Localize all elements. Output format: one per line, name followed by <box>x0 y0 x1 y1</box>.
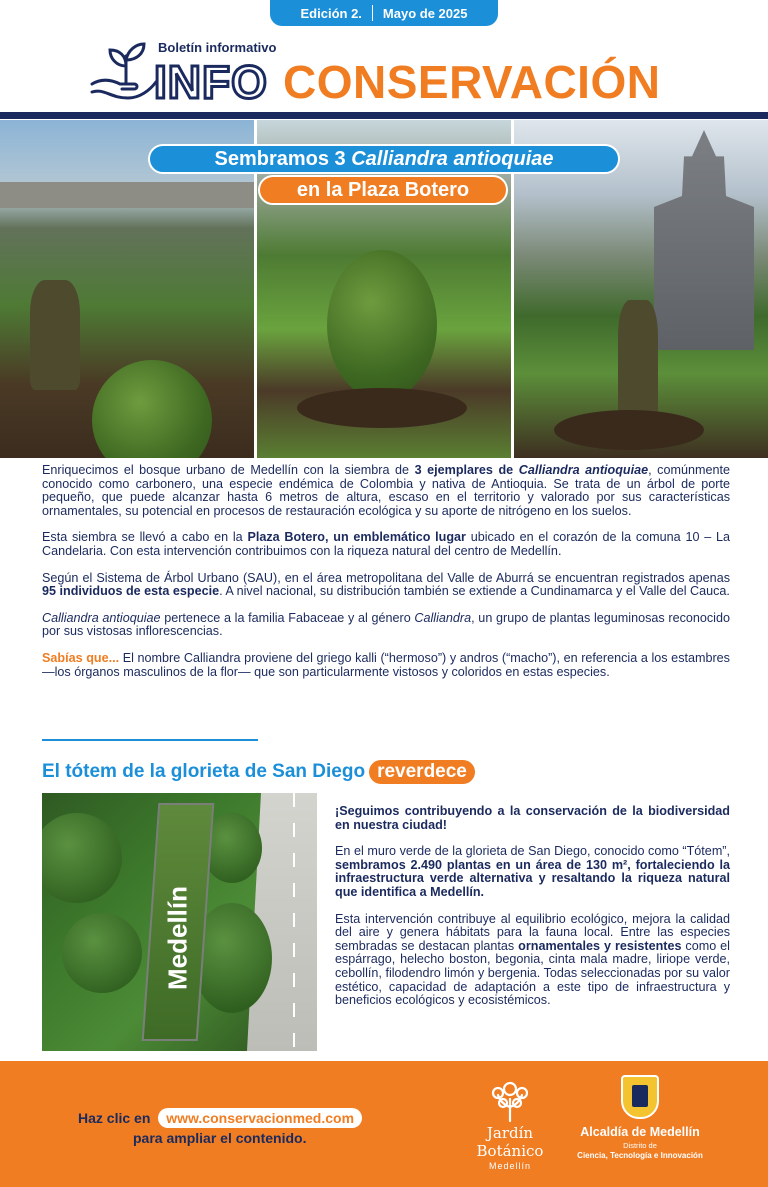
jardin-botanico-logo <box>460 1079 560 1179</box>
text: como el espárrago, helecho boston, begonia, cinta mala madre, liriope verde, cebollín, filodendro limón y bergenia. Todas seleccionadas por su valor estético, capacidad de adaptación a este tipo de infraestructura y beneficios ecológicos y ecosistémicos. <box>335 938 730 1008</box>
article-paragraph-4 <box>42 612 730 639</box>
section2-title <box>42 760 475 784</box>
jb-name-2: Botánico <box>476 1142 544 1160</box>
text-bold: Plaza Botero, un emblemático lugar <box>247 530 466 545</box>
shrub-shape <box>327 250 437 400</box>
species-name: Calliandra antioquiae <box>42 610 161 625</box>
hero-banner-text: Sembramos 3 <box>214 147 352 170</box>
hand-plant-icon <box>88 38 160 106</box>
text: , comúnmente conocido como carbonero, una especie endémica de Colombia y nativa de Antioquia. Se trata de un árbol de porte pequeño, que puede alcanzar hasta 6 metros de altura, escaso en el territorio y valorado por sus características ornamentales, su potencial en procesos de restauración ecológica y su aporte de nitrógeno en los suelos. <box>42 463 730 518</box>
jb-name-1: Jardín <box>486 1124 534 1142</box>
text-bold: 3 ejemplares de <box>414 463 519 477</box>
tree-shape <box>62 913 142 993</box>
cta-prefix: Haz clic en <box>78 1110 151 1126</box>
alcaldia-name: Alcaldía de Medellín <box>580 1125 700 1139</box>
hero-banner-line2 <box>258 175 508 205</box>
edition-number: Edición 2. <box>300 5 362 21</box>
coat-of-arms-icon <box>621 1075 659 1119</box>
hero-banner-place: en la Plaza Botero <box>296 178 470 201</box>
edition-pill <box>270 0 498 26</box>
edition-separator <box>372 5 373 21</box>
header-divider <box>0 112 768 119</box>
soil-shape <box>297 388 467 428</box>
shrub-shape <box>92 360 212 458</box>
text: En el muro verde de la glorieta de San Diego, conocido como “Tótem”, <box>335 844 730 859</box>
cta-line2: para ampliar el contenido. <box>133 1130 307 1146</box>
article-body <box>42 464 730 692</box>
text: El nombre Calliandra proviene del griego kalli (“hermoso”) y andros (“macho”), en referencia a los estambres —los órganos masculinos de la flor— que son particularmente vistosos y coloridos en estas especies. <box>42 650 730 679</box>
alcaldia-sub1: Distrito de <box>623 1141 657 1150</box>
hero-banner-line1 <box>148 144 620 174</box>
section-divider <box>42 739 258 741</box>
worker-shape <box>30 280 80 390</box>
alcaldia-logo <box>570 1075 710 1160</box>
title-info: INFO <box>154 56 268 108</box>
text: Enriquecimos el bosque urbano de Medellín con la siembra de <box>42 463 415 477</box>
section2-badge: reverdece <box>369 760 475 784</box>
text: Según el Sistema de Árbol Urbano (SAU), en el área metropolitana del Valle de Aburrá se encuentran registrados apenas <box>42 570 730 585</box>
genus-name: Calliandra <box>414 610 472 625</box>
text: ubicado en el corazón de la comuna 10 – La Candelaria. Con esta intervención contribuimos con la riqueza natural del centro de Medellín. <box>42 530 730 558</box>
worker-shape <box>618 300 658 420</box>
article-paragraph-3 <box>42 572 730 599</box>
text-bold: ornamentales y resistentes <box>518 938 682 953</box>
cta-line1 <box>78 1108 362 1128</box>
boletin-label: Boletín informativo <box>158 40 277 55</box>
article-paragraph-2 <box>42 531 730 558</box>
text-bold: 95 individuos de esta especie <box>42 584 220 599</box>
totem-sign: Medellín <box>162 886 193 991</box>
text: pertenece a la familia Fabaceae y al género <box>160 610 415 625</box>
tree-shape <box>42 813 122 903</box>
section2-paragraph-3 <box>335 913 730 1008</box>
section2-paragraph-1 <box>335 805 730 832</box>
title-conservacion: CONSERVACIÓN <box>283 56 661 108</box>
road-line-shape <box>293 793 295 1051</box>
species-name: Calliandra antioquiae <box>518 463 649 477</box>
photo-totem-aerial <box>42 793 317 1051</box>
edition-date: Mayo de 2025 <box>382 5 468 21</box>
cathedral-shape <box>654 130 754 350</box>
text: . A nivel nacional, su distribución también se extiende a Cundinamarca y el Valle del Cauca. <box>219 584 730 599</box>
section2-paragraph-2 <box>335 845 730 899</box>
soil-shape <box>554 410 704 450</box>
section2-body <box>335 805 730 1021</box>
section2-title-text: El tótem de la glorieta de San Diego <box>42 761 366 782</box>
article-paragraph-1 <box>42 464 730 518</box>
footer <box>0 1061 768 1187</box>
sabias-que-label: Sabías que... <box>42 650 120 665</box>
text: Esta siembra se llevó a cabo en la <box>42 530 248 545</box>
text: Esta intervención contribuye al equilibrio ecológico, mejora la calidad del aire y genera hábitats para la fauna local. Entre las especies sembradas se destacan plantas <box>335 911 730 953</box>
text-bold: sembramos 2.490 plantas en un área de 130 m², fortaleciendo la infraestructura verde alternativa y resaltando la riqueza natural que identifica a Medellín. <box>335 857 730 899</box>
jb-sub: Medellín <box>488 1161 532 1171</box>
article-paragraph-5 <box>42 652 730 679</box>
newsletter-header <box>0 30 768 110</box>
text-bold: ¡Seguimos contribuyendo a la conservación de la biodiversidad en nuestra ciudad! <box>335 804 730 832</box>
bridge-shape <box>0 182 254 208</box>
tree-logo-icon <box>488 1079 532 1123</box>
hero-banner-species: Calliandra antioquiae <box>351 147 554 170</box>
text: , un grupo de plantas leguminosas reconocido por sus vistosas inflorescencias. <box>42 610 730 639</box>
alcaldia-sub2: Ciencia, Tecnología e Innovación <box>577 1151 703 1160</box>
website-link[interactable]: www.conservacionmed.com <box>158 1108 362 1128</box>
